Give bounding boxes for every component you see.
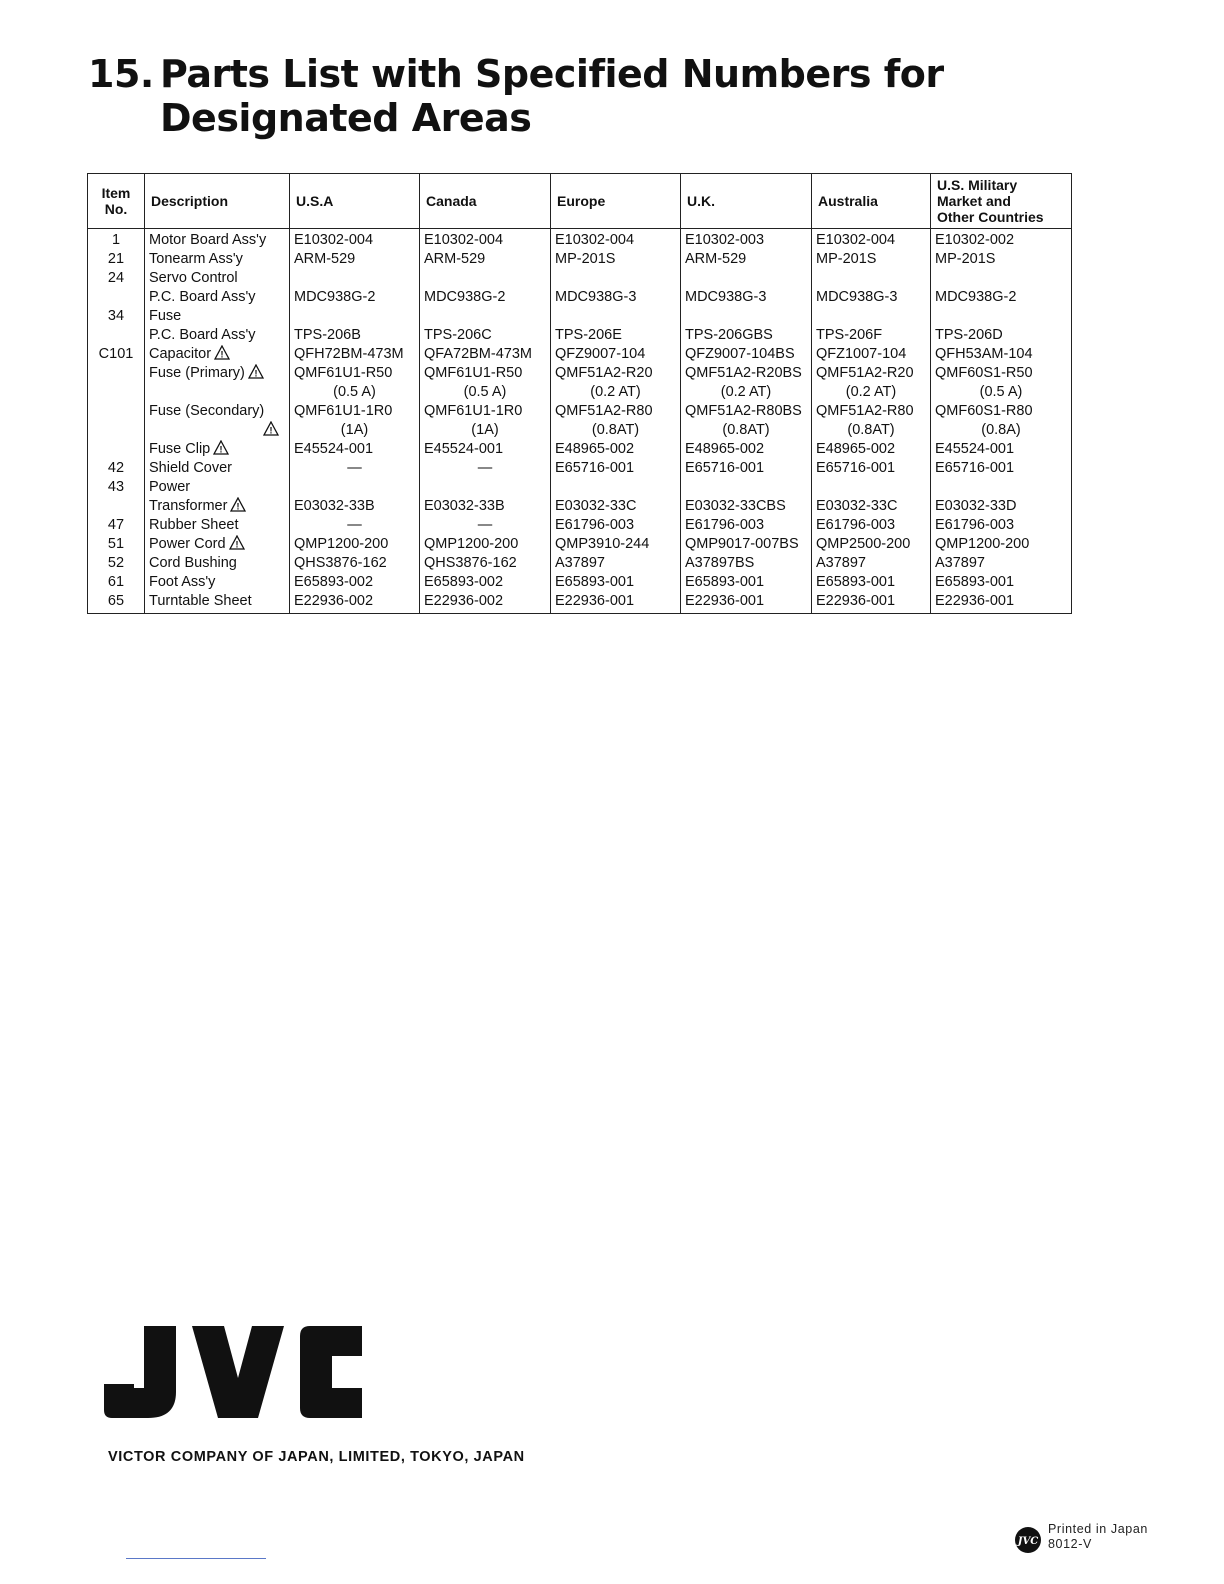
cell-military: E65716-001 xyxy=(931,459,1072,478)
cell-australia: QMF51A2-R20 xyxy=(812,364,931,383)
cell-uk: QMP9017-007BS xyxy=(681,535,812,554)
cell-canada: E22936-002 xyxy=(420,592,551,614)
cell-item-no: C101 xyxy=(88,345,145,364)
svg-text:!: ! xyxy=(254,368,258,379)
cell-item-no: 61 xyxy=(88,573,145,592)
svg-text:JVC: JVC xyxy=(1017,1536,1039,1547)
cell-uk: QMF51A2-R80BS xyxy=(681,402,812,421)
cell-military: A37897 xyxy=(931,554,1072,573)
cell-australia: QMP2500-200 xyxy=(812,535,931,554)
header-uk: U.K. xyxy=(681,174,812,229)
cell-uk: QFZ9007-104BS xyxy=(681,345,812,364)
cell-uk: E65893-001 xyxy=(681,573,812,592)
cell-australia: E22936-001 xyxy=(812,592,931,614)
cell-canada: MDC938G-2 xyxy=(420,288,551,307)
table-row xyxy=(88,516,1072,535)
cell-item-no: 42 xyxy=(88,459,145,478)
cell-military xyxy=(931,269,1072,288)
cell-canada: (1A) xyxy=(420,421,551,440)
cell-item-no xyxy=(88,383,145,402)
cell-europe: TPS-206E xyxy=(551,326,681,345)
cell-item-no xyxy=(88,288,145,307)
cell-description: Power Cord ! xyxy=(145,535,290,554)
cell-usa: (0.5 A) xyxy=(290,383,420,402)
cell-uk: MDC938G-3 xyxy=(681,288,812,307)
header-description: Description xyxy=(145,174,290,229)
cell-military xyxy=(931,307,1072,326)
cell-item-no: 51 xyxy=(88,535,145,554)
table-row xyxy=(88,440,1072,459)
cell-canada: (0.5 A) xyxy=(420,383,551,402)
cell-canada: QHS3876-162 xyxy=(420,554,551,573)
cell-military: E22936-001 xyxy=(931,592,1072,614)
cell-usa: — xyxy=(290,516,420,535)
cell-description: Transformer ! xyxy=(145,497,290,516)
cell-description: Rubber Sheet xyxy=(145,516,290,535)
cell-item-no: 47 xyxy=(88,516,145,535)
header-canada: Canada xyxy=(420,174,551,229)
cell-usa: E45524-001 xyxy=(290,440,420,459)
cell-australia: TPS-206F xyxy=(812,326,931,345)
cell-usa: E03032-33B xyxy=(290,497,420,516)
cell-europe: MP-201S xyxy=(551,250,681,269)
cell-canada: ARM-529 xyxy=(420,250,551,269)
cell-item-no xyxy=(88,421,145,440)
svg-text:!: ! xyxy=(220,349,224,360)
cell-uk: E03032-33CBS xyxy=(681,497,812,516)
cell-description: P.C. Board Ass'y xyxy=(145,288,290,307)
safety-warning-icon xyxy=(230,497,246,512)
cell-description: Fuse (Primary) ! xyxy=(145,364,290,383)
table-row xyxy=(88,326,1072,345)
table-row xyxy=(88,421,1072,440)
cell-canada: TPS-206C xyxy=(420,326,551,345)
cell-europe: E03032-33C xyxy=(551,497,681,516)
svg-text:!: ! xyxy=(269,425,273,436)
cell-usa xyxy=(290,307,420,326)
cell-usa: ARM-529 xyxy=(290,250,420,269)
cell-uk xyxy=(681,269,812,288)
table-row xyxy=(88,497,1072,516)
cell-item-no xyxy=(88,402,145,421)
cell-item-no: 65 xyxy=(88,592,145,614)
cell-australia: QMF51A2-R80 xyxy=(812,402,931,421)
cell-usa: E22936-002 xyxy=(290,592,420,614)
cell-europe: E61796-003 xyxy=(551,516,681,535)
cell-canada: QMP1200-200 xyxy=(420,535,551,554)
cell-uk: E48965-002 xyxy=(681,440,812,459)
cell-australia xyxy=(812,478,931,497)
cell-description: Servo Control xyxy=(145,269,290,288)
cell-item-no: 43 xyxy=(88,478,145,497)
cell-item-no: 21 xyxy=(88,250,145,269)
cell-australia xyxy=(812,269,931,288)
jvc-round-mark-icon xyxy=(1014,1526,1042,1554)
cell-canada: — xyxy=(420,516,551,535)
cell-usa: QMP1200-200 xyxy=(290,535,420,554)
cell-military: E65893-001 xyxy=(931,573,1072,592)
safety-warning-icon xyxy=(248,364,264,379)
cell-canada: QMF61U1-R50 xyxy=(420,364,551,383)
cell-uk xyxy=(681,307,812,326)
cell-military: MP-201S xyxy=(931,250,1072,269)
cell-australia: E65893-001 xyxy=(812,573,931,592)
bottom-rule xyxy=(126,1558,266,1559)
cell-description: Power xyxy=(145,478,290,497)
cell-description: Capacitor ! xyxy=(145,345,290,364)
cell-uk: (0.8AT) xyxy=(681,421,812,440)
table-row xyxy=(88,229,1072,251)
cell-australia: QFZ1007-104 xyxy=(812,345,931,364)
cell-europe: E22936-001 xyxy=(551,592,681,614)
cell-uk: E22936-001 xyxy=(681,592,812,614)
cell-australia xyxy=(812,307,931,326)
title-line-2: Designated Areas xyxy=(160,96,532,140)
title-line-1: Parts List with Specified Numbers for xyxy=(160,52,944,96)
header-military: U.S. Military Market and Other Countries xyxy=(931,174,1072,229)
cell-usa xyxy=(290,269,420,288)
section-number: 15. xyxy=(88,52,154,96)
header-item-no: Item No. xyxy=(88,174,145,229)
cell-usa: E10302-004 xyxy=(290,229,420,251)
cell-uk: E10302-003 xyxy=(681,229,812,251)
cell-usa: (1A) xyxy=(290,421,420,440)
cell-europe: MDC938G-3 xyxy=(551,288,681,307)
cell-europe: (0.8AT) xyxy=(551,421,681,440)
cell-canada: QFA72BM-473M xyxy=(420,345,551,364)
cell-canada: E65893-002 xyxy=(420,573,551,592)
cell-military: QFH53AM-104 xyxy=(931,345,1072,364)
printed-line-1: Printed in Japan xyxy=(1048,1522,1148,1536)
cell-description: Fuse Clip ! xyxy=(145,440,290,459)
cell-description: Tonearm Ass'y xyxy=(145,250,290,269)
header-europe: Europe xyxy=(551,174,681,229)
table-row xyxy=(88,573,1072,592)
table-row xyxy=(88,364,1072,383)
cell-australia: MP-201S xyxy=(812,250,931,269)
table-row xyxy=(88,592,1072,614)
cell-europe: A37897 xyxy=(551,554,681,573)
cell-military: (0.5 A) xyxy=(931,383,1072,402)
cell-uk: TPS-206GBS xyxy=(681,326,812,345)
cell-description: Turntable Sheet xyxy=(145,592,290,614)
cell-military: QMP1200-200 xyxy=(931,535,1072,554)
cell-europe: QFZ9007-104 xyxy=(551,345,681,364)
table-row xyxy=(88,554,1072,573)
cell-uk: E65716-001 xyxy=(681,459,812,478)
svg-text:!: ! xyxy=(219,444,223,455)
header-australia: Australia xyxy=(812,174,931,229)
cell-australia: E03032-33C xyxy=(812,497,931,516)
cell-australia: (0.8AT) xyxy=(812,421,931,440)
page-title xyxy=(88,52,944,140)
svg-text:!: ! xyxy=(236,501,240,512)
parts-table xyxy=(87,173,1072,614)
cell-australia: (0.2 AT) xyxy=(812,383,931,402)
table-row xyxy=(88,459,1072,478)
cell-usa: — xyxy=(290,459,420,478)
cell-description: Motor Board Ass'y xyxy=(145,229,290,251)
cell-description: Cord Bushing xyxy=(145,554,290,573)
cell-europe: E48965-002 xyxy=(551,440,681,459)
cell-military: E45524-001 xyxy=(931,440,1072,459)
cell-europe xyxy=(551,307,681,326)
cell-description xyxy=(145,421,290,440)
cell-usa: QMF61U1-1R0 xyxy=(290,402,420,421)
table-row xyxy=(88,250,1072,269)
cell-military: E03032-33D xyxy=(931,497,1072,516)
cell-europe: E65893-001 xyxy=(551,573,681,592)
cell-uk: (0.2 AT) xyxy=(681,383,812,402)
cell-australia: E61796-003 xyxy=(812,516,931,535)
cell-europe: QMF51A2-R20 xyxy=(551,364,681,383)
cell-canada: E45524-001 xyxy=(420,440,551,459)
cell-australia: E10302-004 xyxy=(812,229,931,251)
safety-warning-icon xyxy=(229,535,245,550)
cell-europe xyxy=(551,478,681,497)
cell-description: Foot Ass'y xyxy=(145,573,290,592)
cell-item-no xyxy=(88,326,145,345)
header-usa: U.S.A xyxy=(290,174,420,229)
table-row xyxy=(88,478,1072,497)
safety-warning-icon xyxy=(149,421,285,440)
company-name: VICTOR COMPANY OF JAPAN, LIMITED, TOKYO, JAPAN xyxy=(108,1449,525,1465)
table-row xyxy=(88,345,1072,364)
cell-europe: E10302-004 xyxy=(551,229,681,251)
cell-uk: E61796-003 xyxy=(681,516,812,535)
cell-military: TPS-206D xyxy=(931,326,1072,345)
cell-australia: MDC938G-3 xyxy=(812,288,931,307)
cell-military xyxy=(931,478,1072,497)
cell-usa: QHS3876-162 xyxy=(290,554,420,573)
cell-military: (0.8A) xyxy=(931,421,1072,440)
cell-usa: TPS-206B xyxy=(290,326,420,345)
cell-europe: E65716-001 xyxy=(551,459,681,478)
cell-description: P.C. Board Ass'y xyxy=(145,326,290,345)
cell-uk: ARM-529 xyxy=(681,250,812,269)
cell-description xyxy=(145,383,290,402)
svg-text:!: ! xyxy=(235,539,239,550)
cell-military: E61796-003 xyxy=(931,516,1072,535)
safety-warning-icon xyxy=(213,440,229,455)
cell-uk: A37897BS xyxy=(681,554,812,573)
table-row xyxy=(88,402,1072,421)
cell-europe xyxy=(551,269,681,288)
printed-in-japan xyxy=(1014,1522,1174,1562)
table-row xyxy=(88,269,1072,288)
cell-europe: QMF51A2-R80 xyxy=(551,402,681,421)
table-row xyxy=(88,307,1072,326)
cell-australia: E48965-002 xyxy=(812,440,931,459)
cell-item-no: 24 xyxy=(88,269,145,288)
cell-uk: QMF51A2-R20BS xyxy=(681,364,812,383)
cell-military: MDC938G-2 xyxy=(931,288,1072,307)
safety-warning-icon xyxy=(214,345,230,360)
cell-item-no xyxy=(88,497,145,516)
cell-australia: E65716-001 xyxy=(812,459,931,478)
cell-item-no xyxy=(88,364,145,383)
cell-canada xyxy=(420,307,551,326)
cell-usa xyxy=(290,478,420,497)
cell-item-no: 34 xyxy=(88,307,145,326)
table-header-row xyxy=(88,174,1072,229)
cell-item-no xyxy=(88,440,145,459)
cell-description: Shield Cover xyxy=(145,459,290,478)
cell-military: QMF60S1-R80 xyxy=(931,402,1072,421)
cell-canada: E10302-004 xyxy=(420,229,551,251)
cell-uk xyxy=(681,478,812,497)
jvc-logo xyxy=(104,1326,366,1418)
cell-europe: QMP3910-244 xyxy=(551,535,681,554)
cell-australia: A37897 xyxy=(812,554,931,573)
cell-canada xyxy=(420,478,551,497)
cell-europe: (0.2 AT) xyxy=(551,383,681,402)
cell-military: E10302-002 xyxy=(931,229,1072,251)
table-row xyxy=(88,383,1072,402)
cell-canada: QMF61U1-1R0 xyxy=(420,402,551,421)
cell-usa: E65893-002 xyxy=(290,573,420,592)
cell-usa: MDC938G-2 xyxy=(290,288,420,307)
cell-canada: — xyxy=(420,459,551,478)
cell-description: Fuse (Secondary) xyxy=(145,402,290,421)
printed-code: 8012-V xyxy=(1048,1537,1092,1551)
table-row xyxy=(88,288,1072,307)
table-row xyxy=(88,535,1072,554)
cell-canada: E03032-33B xyxy=(420,497,551,516)
table-body xyxy=(88,229,1072,614)
cell-item-no: 1 xyxy=(88,229,145,251)
cell-item-no: 52 xyxy=(88,554,145,573)
cell-military: QMF60S1-R50 xyxy=(931,364,1072,383)
cell-description: Fuse xyxy=(145,307,290,326)
cell-usa: QFH72BM-473M xyxy=(290,345,420,364)
cell-usa: QMF61U1-R50 xyxy=(290,364,420,383)
cell-canada xyxy=(420,269,551,288)
